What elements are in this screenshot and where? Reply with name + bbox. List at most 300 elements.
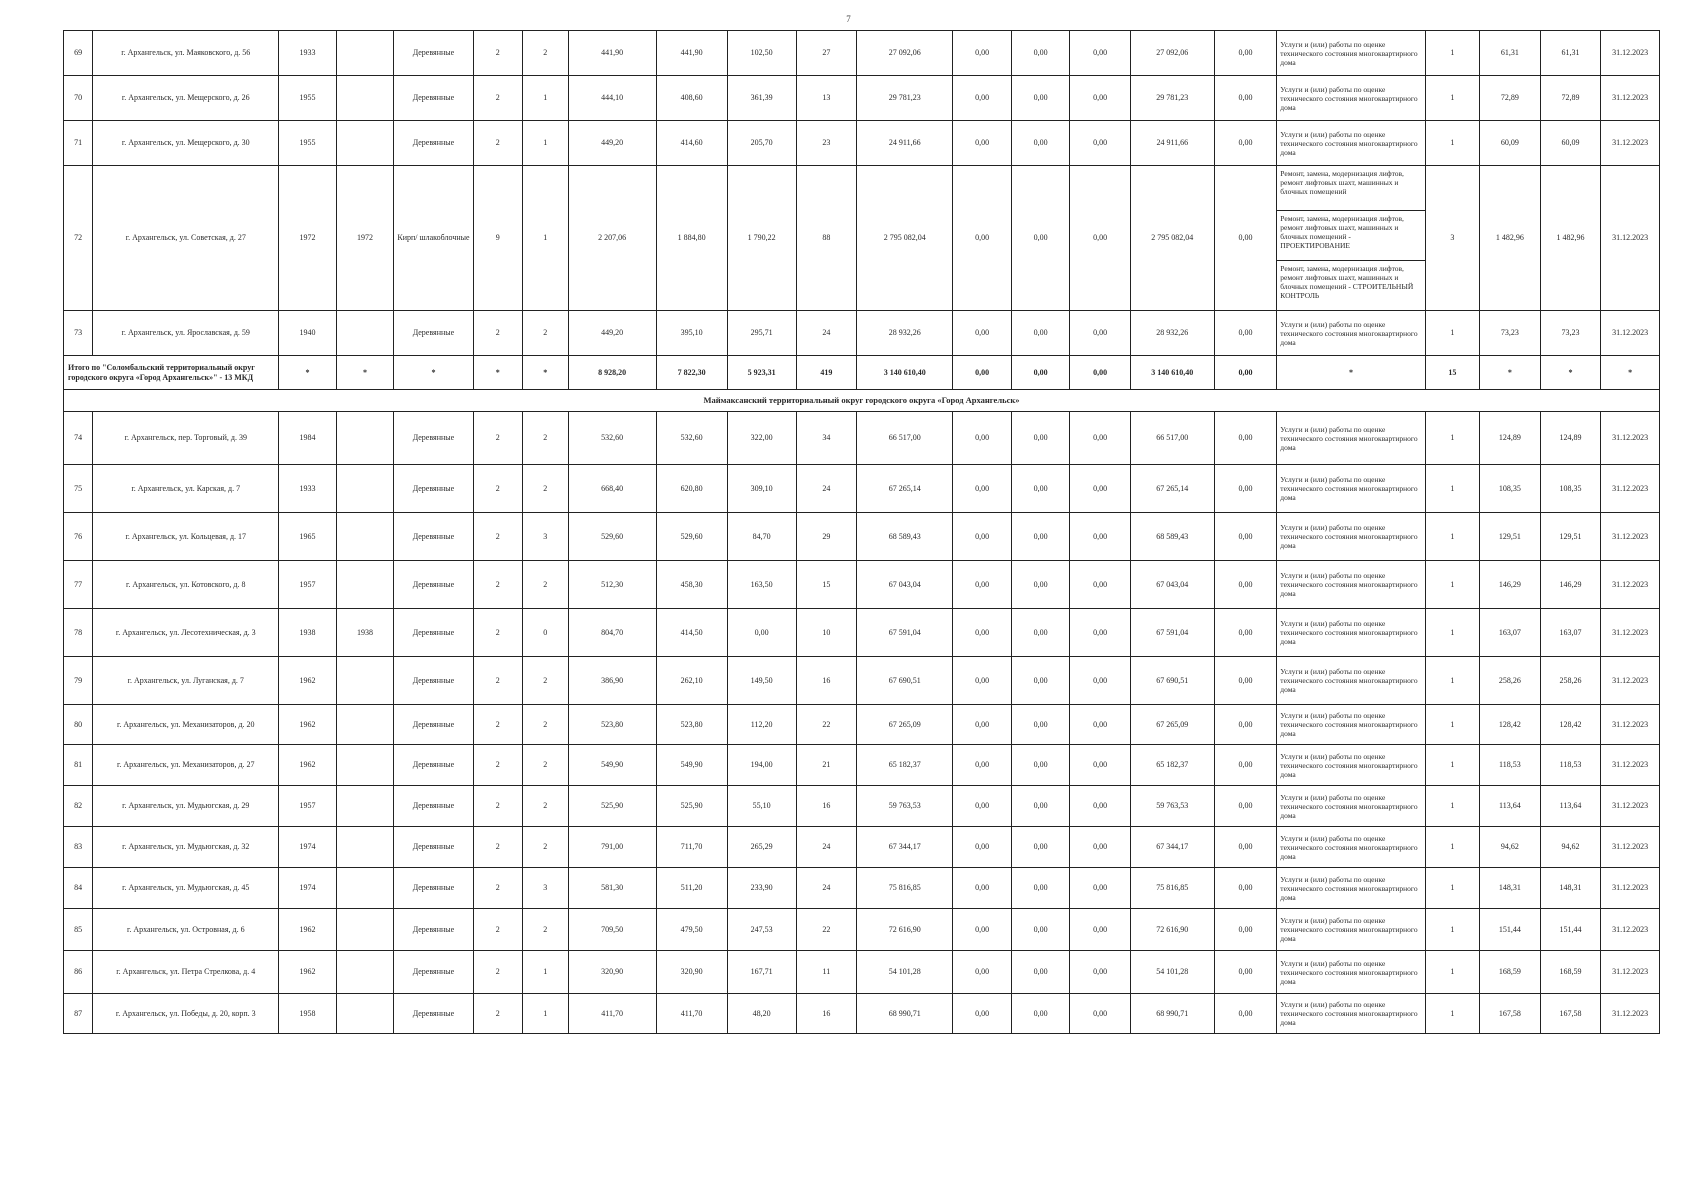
total-residents: 419 — [796, 356, 857, 390]
cell-c-mestny: 0,00 — [1070, 465, 1131, 513]
cell-area-total: 512,30 — [568, 561, 656, 609]
cell-c-fond: 0,00 — [953, 76, 1012, 121]
cell-works: Услуги и (или) работы по оценке технического состояния многоквартирного дома — [1277, 311, 1425, 356]
cell-unit-cost: 118,53 — [1480, 745, 1541, 786]
cell-deadline: 31.12.2023 — [1601, 311, 1660, 356]
cell-cost-total: 67 265,14 — [857, 465, 953, 513]
cell-c-mestny: 0,00 — [1070, 951, 1131, 994]
cell-year-built: 1962 — [279, 705, 336, 745]
cell-work-count: 1 — [1425, 994, 1479, 1034]
cell-address: г. Архангельск, ул. Островная, д. 6 — [93, 909, 279, 951]
cell-n: 79 — [64, 657, 93, 705]
total-floors: * — [473, 356, 522, 390]
cell-max-cost: 128,42 — [1540, 705, 1601, 745]
cell-year-built: 1972 — [279, 166, 336, 311]
cell-floors: 2 — [473, 909, 522, 951]
cell-entrances: 1 — [522, 121, 568, 166]
cell-address: г. Архангельск, ул. Мудьюгская, д. 45 — [93, 868, 279, 909]
cell-address: г. Архангельск, ул. Лесотехническая, д. 3 — [93, 609, 279, 657]
cell-work-count: 1 — [1425, 827, 1479, 868]
cell-residents: 24 — [796, 465, 857, 513]
cell-floors: 2 — [473, 121, 522, 166]
cell-residents: 23 — [796, 121, 857, 166]
solombala-rows — [64, 31, 1660, 356]
table-row — [64, 561, 1660, 609]
cell-c-other: 0,00 — [1214, 76, 1277, 121]
cell-unit-cost: 258,26 — [1480, 657, 1541, 705]
cell-area-total: 581,30 — [568, 868, 656, 909]
cell-c-fond: 0,00 — [953, 513, 1012, 561]
cell-entrances: 3 — [522, 513, 568, 561]
cell-c-mestny: 0,00 — [1070, 76, 1131, 121]
cell-year-built: 1955 — [279, 76, 336, 121]
cell-material: Деревянные — [394, 561, 473, 609]
cell-work-count: 1 — [1425, 609, 1479, 657]
cell-c-owners: 67 043,04 — [1130, 561, 1214, 609]
cell-unit-cost: 163,07 — [1480, 609, 1541, 657]
total-material: * — [394, 356, 473, 390]
cell-c-owners: 68 990,71 — [1130, 994, 1214, 1034]
cell-year-built: 1955 — [279, 121, 336, 166]
cell-c-other: 0,00 — [1214, 311, 1277, 356]
cell-area-total: 709,50 — [568, 909, 656, 951]
cell-residents: 24 — [796, 827, 857, 868]
cell-n: 81 — [64, 745, 93, 786]
cell-c-oblast: 0,00 — [1011, 76, 1070, 121]
cell-entrances: 2 — [522, 786, 568, 827]
cell-c-other: 0,00 — [1214, 705, 1277, 745]
cell-material: Деревянные — [394, 31, 473, 76]
cell-c-other: 0,00 — [1214, 909, 1277, 951]
cell-n: 82 — [64, 786, 93, 827]
cell-area-total: 441,90 — [568, 31, 656, 76]
cell-c-mestny: 0,00 — [1070, 705, 1131, 745]
cell-c-other: 0,00 — [1214, 868, 1277, 909]
cell-material: Деревянные — [394, 951, 473, 994]
cell-entrances: 2 — [522, 31, 568, 76]
cell-year-reno — [336, 994, 393, 1034]
cell-address: г. Архангельск, ул. Советская, д. 27 — [93, 166, 279, 311]
cell-c-fond: 0,00 — [953, 657, 1012, 705]
cell-c-oblast: 0,00 — [1011, 561, 1070, 609]
cell-floors: 2 — [473, 76, 522, 121]
cell-deadline: 31.12.2023 — [1601, 561, 1660, 609]
table-row — [64, 166, 1660, 311]
cell-area-resid: 309,10 — [727, 465, 796, 513]
cell-residents: 27 — [796, 31, 857, 76]
cell-floors: 2 — [473, 827, 522, 868]
cell-floors: 2 — [473, 513, 522, 561]
cell-cost-total: 68 990,71 — [857, 994, 953, 1034]
table-row — [64, 311, 1660, 356]
cell-works — [1277, 166, 1425, 311]
cell-cost-total: 65 182,37 — [857, 745, 953, 786]
cell-deadline: 31.12.2023 — [1601, 31, 1660, 76]
cell-works: Услуги и (или) работы по оценке технического состояния многоквартирного дома — [1277, 705, 1425, 745]
cell-material: Деревянные — [394, 121, 473, 166]
page-number: 7 — [846, 14, 851, 24]
cell-address: г. Архангельск, ул. Мудьюгская, д. 29 — [93, 786, 279, 827]
cell-unit-cost: 1 482,96 — [1480, 166, 1541, 311]
cell-n: 85 — [64, 909, 93, 951]
total-c-mestny: 0,00 — [1070, 356, 1131, 390]
cell-cost-total: 72 616,90 — [857, 909, 953, 951]
cell-entrances: 1 — [522, 166, 568, 311]
work-item: Ремонт, замена, модернизация лифтов, ремонт лифтовых шахт, машинных и блочных помещений - ПРОЕКТИРОВАНИЕ — [1277, 211, 1424, 261]
cell-c-fond: 0,00 — [953, 827, 1012, 868]
solombala-total — [64, 356, 1660, 412]
cell-c-owners: 24 911,66 — [1130, 121, 1214, 166]
cell-c-other: 0,00 — [1214, 609, 1277, 657]
cell-c-oblast: 0,00 — [1011, 31, 1070, 76]
cell-c-fond: 0,00 — [953, 994, 1012, 1034]
cell-n: 78 — [64, 609, 93, 657]
total-c-oblast: 0,00 — [1011, 356, 1070, 390]
cell-c-oblast: 0,00 — [1011, 951, 1070, 994]
cell-entrances: 1 — [522, 76, 568, 121]
cell-work-count: 1 — [1425, 951, 1479, 994]
cell-c-fond: 0,00 — [953, 745, 1012, 786]
cell-residents: 10 — [796, 609, 857, 657]
cell-work-count: 1 — [1425, 121, 1479, 166]
cell-works: Услуги и (или) работы по оценке технического состояния многоквартирного дома — [1277, 868, 1425, 909]
cell-max-cost: 73,23 — [1540, 311, 1601, 356]
cell-c-owners: 65 182,37 — [1130, 745, 1214, 786]
cell-work-count: 1 — [1425, 311, 1479, 356]
table-row — [64, 951, 1660, 994]
cell-cost-total: 27 092,06 — [857, 31, 953, 76]
table-row — [64, 609, 1660, 657]
cell-area-resid: 295,71 — [727, 311, 796, 356]
cell-area-resid: 84,70 — [727, 513, 796, 561]
cell-area-resid: 361,39 — [727, 76, 796, 121]
cell-residents: 34 — [796, 412, 857, 465]
total-c-owners: 3 140 610,40 — [1130, 356, 1214, 390]
cell-c-mestny: 0,00 — [1070, 868, 1131, 909]
cell-c-mestny: 0,00 — [1070, 909, 1131, 951]
cell-area-living: 395,10 — [656, 311, 727, 356]
cell-c-oblast: 0,00 — [1011, 166, 1070, 311]
cell-works: Услуги и (или) работы по оценке технического состояния многоквартирного дома — [1277, 827, 1425, 868]
cell-c-other: 0,00 — [1214, 561, 1277, 609]
cell-c-fond: 0,00 — [953, 121, 1012, 166]
cell-max-cost: 167,58 — [1540, 994, 1601, 1034]
cell-c-oblast: 0,00 — [1011, 868, 1070, 909]
cell-address: г. Архангельск, ул. Луганская, д. 7 — [93, 657, 279, 705]
cell-deadline: 31.12.2023 — [1601, 705, 1660, 745]
total-cost: 3 140 610,40 — [857, 356, 953, 390]
cell-c-oblast: 0,00 — [1011, 412, 1070, 465]
cell-area-total: 2 207,06 — [568, 166, 656, 311]
cell-c-owners: 27 092,06 — [1130, 31, 1214, 76]
cell-cost-total: 28 932,26 — [857, 311, 953, 356]
cell-year-reno — [336, 31, 393, 76]
cell-c-mestny: 0,00 — [1070, 166, 1131, 311]
total-entrances: * — [522, 356, 568, 390]
cell-residents: 24 — [796, 868, 857, 909]
cell-deadline: 31.12.2023 — [1601, 166, 1660, 311]
cell-area-living: 262,10 — [656, 657, 727, 705]
cell-deadline: 31.12.2023 — [1601, 827, 1660, 868]
cell-area-living: 320,90 — [656, 951, 727, 994]
cell-deadline: 31.12.2023 — [1601, 76, 1660, 121]
table-row — [64, 31, 1660, 76]
cell-deadline: 31.12.2023 — [1601, 994, 1660, 1034]
cell-floors: 2 — [473, 745, 522, 786]
cell-n: 80 — [64, 705, 93, 745]
cell-area-resid: 205,70 — [727, 121, 796, 166]
cell-year-built: 1957 — [279, 786, 336, 827]
cell-c-owners: 54 101,28 — [1130, 951, 1214, 994]
cell-max-cost: 60,09 — [1540, 121, 1601, 166]
cell-year-reno: 1938 — [336, 609, 393, 657]
cell-max-cost: 1 482,96 — [1540, 166, 1601, 311]
cell-work-count: 1 — [1425, 657, 1479, 705]
cell-unit-cost: 168,59 — [1480, 951, 1541, 994]
cell-unit-cost: 94,62 — [1480, 827, 1541, 868]
cell-max-cost: 72,89 — [1540, 76, 1601, 121]
cell-c-mestny: 0,00 — [1070, 121, 1131, 166]
cell-c-owners: 67 690,51 — [1130, 657, 1214, 705]
cell-cost-total: 68 589,43 — [857, 513, 953, 561]
cell-area-resid: 48,20 — [727, 994, 796, 1034]
total-row — [64, 356, 1660, 390]
cell-entrances: 2 — [522, 657, 568, 705]
cell-year-reno — [336, 311, 393, 356]
cell-c-other: 0,00 — [1214, 513, 1277, 561]
cell-area-resid: 102,50 — [727, 31, 796, 76]
cell-works: Услуги и (или) работы по оценке технического состояния многоквартирного дома — [1277, 561, 1425, 609]
cell-max-cost: 163,07 — [1540, 609, 1601, 657]
cell-entrances: 2 — [522, 705, 568, 745]
cell-area-resid: 265,29 — [727, 827, 796, 868]
total-unit-cost: * — [1480, 356, 1541, 390]
cell-address: г. Архангельск, ул. Петра Стрелкова, д. 4 — [93, 951, 279, 994]
cell-floors: 2 — [473, 705, 522, 745]
cell-c-owners: 67 591,04 — [1130, 609, 1214, 657]
cell-year-built: 1974 — [279, 868, 336, 909]
cell-area-living: 711,70 — [656, 827, 727, 868]
total-works: * — [1277, 356, 1425, 390]
cell-year-reno — [336, 121, 393, 166]
cell-c-owners: 59 763,53 — [1130, 786, 1214, 827]
cell-max-cost: 258,26 — [1540, 657, 1601, 705]
cell-cost-total: 67 591,04 — [857, 609, 953, 657]
cell-entrances: 2 — [522, 465, 568, 513]
cell-n: 69 — [64, 31, 93, 76]
cell-material: Деревянные — [394, 909, 473, 951]
cell-deadline: 31.12.2023 — [1601, 745, 1660, 786]
cell-year-built: 1957 — [279, 561, 336, 609]
cell-c-other: 0,00 — [1214, 121, 1277, 166]
cell-residents: 22 — [796, 909, 857, 951]
table-row — [64, 745, 1660, 786]
cell-max-cost: 129,51 — [1540, 513, 1601, 561]
cell-c-owners: 75 816,85 — [1130, 868, 1214, 909]
cell-works: Услуги и (или) работы по оценке технического состояния многоквартирного дома — [1277, 513, 1425, 561]
work-item: Ремонт, замена, модернизация лифтов, ремонт лифтовых шахт, машинных и блочных помещений - СТРОИТЕЛЬНЫЙ КОНТРОЛЬ — [1280, 264, 1414, 300]
cell-floors: 2 — [473, 311, 522, 356]
cell-floors: 2 — [473, 31, 522, 76]
cell-area-resid: 322,00 — [727, 412, 796, 465]
capital-repair-register-table — [63, 30, 1660, 1034]
cell-unit-cost: 128,42 — [1480, 705, 1541, 745]
cell-max-cost: 61,31 — [1540, 31, 1601, 76]
cell-unit-cost: 60,09 — [1480, 121, 1541, 166]
cell-year-built: 1962 — [279, 909, 336, 951]
cell-n: 86 — [64, 951, 93, 994]
cell-residents: 16 — [796, 994, 857, 1034]
cell-c-mestny: 0,00 — [1070, 513, 1131, 561]
cell-c-fond: 0,00 — [953, 909, 1012, 951]
cell-area-resid: 149,50 — [727, 657, 796, 705]
cell-c-oblast: 0,00 — [1011, 909, 1070, 951]
cell-residents: 88 — [796, 166, 857, 311]
cell-c-owners: 68 589,43 — [1130, 513, 1214, 561]
cell-material: Деревянные — [394, 994, 473, 1034]
cell-year-reno — [336, 561, 393, 609]
cell-c-fond: 0,00 — [953, 465, 1012, 513]
cell-area-total: 320,90 — [568, 951, 656, 994]
cell-address: г. Архангельск, ул. Мещерского, д. 30 — [93, 121, 279, 166]
table-row — [64, 994, 1660, 1034]
cell-floors: 2 — [473, 994, 522, 1034]
cell-year-built: 1962 — [279, 951, 336, 994]
cell-n: 83 — [64, 827, 93, 868]
cell-unit-cost: 61,31 — [1480, 31, 1541, 76]
cell-c-other: 0,00 — [1214, 31, 1277, 76]
cell-year-built: 1984 — [279, 412, 336, 465]
cell-year-reno — [336, 868, 393, 909]
cell-year-reno — [336, 909, 393, 951]
cell-area-resid: 1 790,22 — [727, 166, 796, 311]
cell-material: Деревянные — [394, 311, 473, 356]
cell-works: Услуги и (или) работы по оценке технического состояния многоквартирного дома — [1277, 609, 1425, 657]
cell-cost-total: 66 517,00 — [857, 412, 953, 465]
cell-material: Деревянные — [394, 609, 473, 657]
cell-entrances: 1 — [522, 951, 568, 994]
cell-c-mestny: 0,00 — [1070, 657, 1131, 705]
cell-area-resid: 247,53 — [727, 909, 796, 951]
cell-c-oblast: 0,00 — [1011, 786, 1070, 827]
cell-deadline: 31.12.2023 — [1601, 121, 1660, 166]
cell-n: 71 — [64, 121, 93, 166]
cell-max-cost: 113,64 — [1540, 786, 1601, 827]
cell-material: Деревянные — [394, 513, 473, 561]
table-row — [64, 76, 1660, 121]
cell-area-resid: 163,50 — [727, 561, 796, 609]
cell-area-total: 529,60 — [568, 513, 656, 561]
cell-works: Услуги и (или) работы по оценке технического состояния многоквартирного дома — [1277, 412, 1425, 465]
cell-c-fond: 0,00 — [953, 609, 1012, 657]
cell-deadline: 31.12.2023 — [1601, 465, 1660, 513]
cell-cost-total: 54 101,28 — [857, 951, 953, 994]
cell-deadline: 31.12.2023 — [1601, 951, 1660, 994]
cell-unit-cost: 146,29 — [1480, 561, 1541, 609]
cell-n: 72 — [64, 166, 93, 311]
cell-area-living: 414,60 — [656, 121, 727, 166]
cell-c-oblast: 0,00 — [1011, 705, 1070, 745]
cell-area-total: 449,20 — [568, 121, 656, 166]
cell-c-owners: 67 265,14 — [1130, 465, 1214, 513]
cell-c-fond: 0,00 — [953, 166, 1012, 311]
cell-c-other: 0,00 — [1214, 745, 1277, 786]
cell-c-owners: 29 781,23 — [1130, 76, 1214, 121]
cell-n: 77 — [64, 561, 93, 609]
cell-floors: 9 — [473, 166, 522, 311]
cell-year-reno — [336, 412, 393, 465]
cell-floors: 2 — [473, 561, 522, 609]
cell-residents: 29 — [796, 513, 857, 561]
cell-residents: 13 — [796, 76, 857, 121]
table-row — [64, 705, 1660, 745]
cell-c-mestny: 0,00 — [1070, 827, 1131, 868]
cell-unit-cost: 167,58 — [1480, 994, 1541, 1034]
cell-area-total: 411,70 — [568, 994, 656, 1034]
cell-c-mestny: 0,00 — [1070, 994, 1131, 1034]
cell-max-cost: 94,62 — [1540, 827, 1601, 868]
cell-max-cost: 148,31 — [1540, 868, 1601, 909]
cell-c-fond: 0,00 — [953, 311, 1012, 356]
cell-address: г. Архангельск, ул. Мещерского, д. 26 — [93, 76, 279, 121]
cell-floors: 2 — [473, 609, 522, 657]
cell-c-mestny: 0,00 — [1070, 609, 1131, 657]
cell-c-other: 0,00 — [1214, 994, 1277, 1034]
cell-c-other: 0,00 — [1214, 827, 1277, 868]
total-label: Итого по "Соломбальский территориальный округ городского округа «Город Архангельск»" - 13 МКД — [64, 356, 279, 390]
cell-n: 87 — [64, 994, 93, 1034]
cell-area-resid: 194,00 — [727, 745, 796, 786]
cell-entrances: 2 — [522, 909, 568, 951]
cell-entrances: 2 — [522, 561, 568, 609]
total-year-built: * — [279, 356, 336, 390]
cell-c-owners: 67 344,17 — [1130, 827, 1214, 868]
cell-year-reno — [336, 513, 393, 561]
total-year-reno: * — [336, 356, 393, 390]
cell-cost-total: 59 763,53 — [857, 786, 953, 827]
cell-unit-cost: 73,23 — [1480, 311, 1541, 356]
cell-area-living: 529,60 — [656, 513, 727, 561]
cell-c-other: 0,00 — [1214, 657, 1277, 705]
cell-year-reno — [336, 786, 393, 827]
cell-area-living: 549,90 — [656, 745, 727, 786]
table-row — [64, 657, 1660, 705]
cell-address: г. Архангельск, пер. Торговый, д. 39 — [93, 412, 279, 465]
cell-deadline: 31.12.2023 — [1601, 609, 1660, 657]
cell-max-cost: 168,59 — [1540, 951, 1601, 994]
cell-year-built: 1940 — [279, 311, 336, 356]
cell-c-mestny: 0,00 — [1070, 412, 1131, 465]
table-row — [64, 827, 1660, 868]
cell-work-count: 1 — [1425, 412, 1479, 465]
cell-c-owners: 67 265,09 — [1130, 705, 1214, 745]
cell-c-oblast: 0,00 — [1011, 311, 1070, 356]
cell-floors: 2 — [473, 412, 522, 465]
cell-residents: 21 — [796, 745, 857, 786]
cell-year-reno — [336, 951, 393, 994]
cell-material: Кирп/ шлакоблочные — [394, 166, 473, 311]
cell-works: Услуги и (или) работы по оценке технического состояния многоквартирного дома — [1277, 31, 1425, 76]
cell-address: г. Архангельск, ул. Механизаторов, д. 20 — [93, 705, 279, 745]
cell-area-living: 411,70 — [656, 994, 727, 1034]
cell-area-total: 525,90 — [568, 786, 656, 827]
total-deadline: * — [1601, 356, 1660, 390]
cell-material: Деревянные — [394, 657, 473, 705]
cell-works: Услуги и (или) работы по оценке технического состояния многоквартирного дома — [1277, 657, 1425, 705]
cell-year-built: 1958 — [279, 994, 336, 1034]
cell-c-fond: 0,00 — [953, 868, 1012, 909]
cell-deadline: 31.12.2023 — [1601, 909, 1660, 951]
